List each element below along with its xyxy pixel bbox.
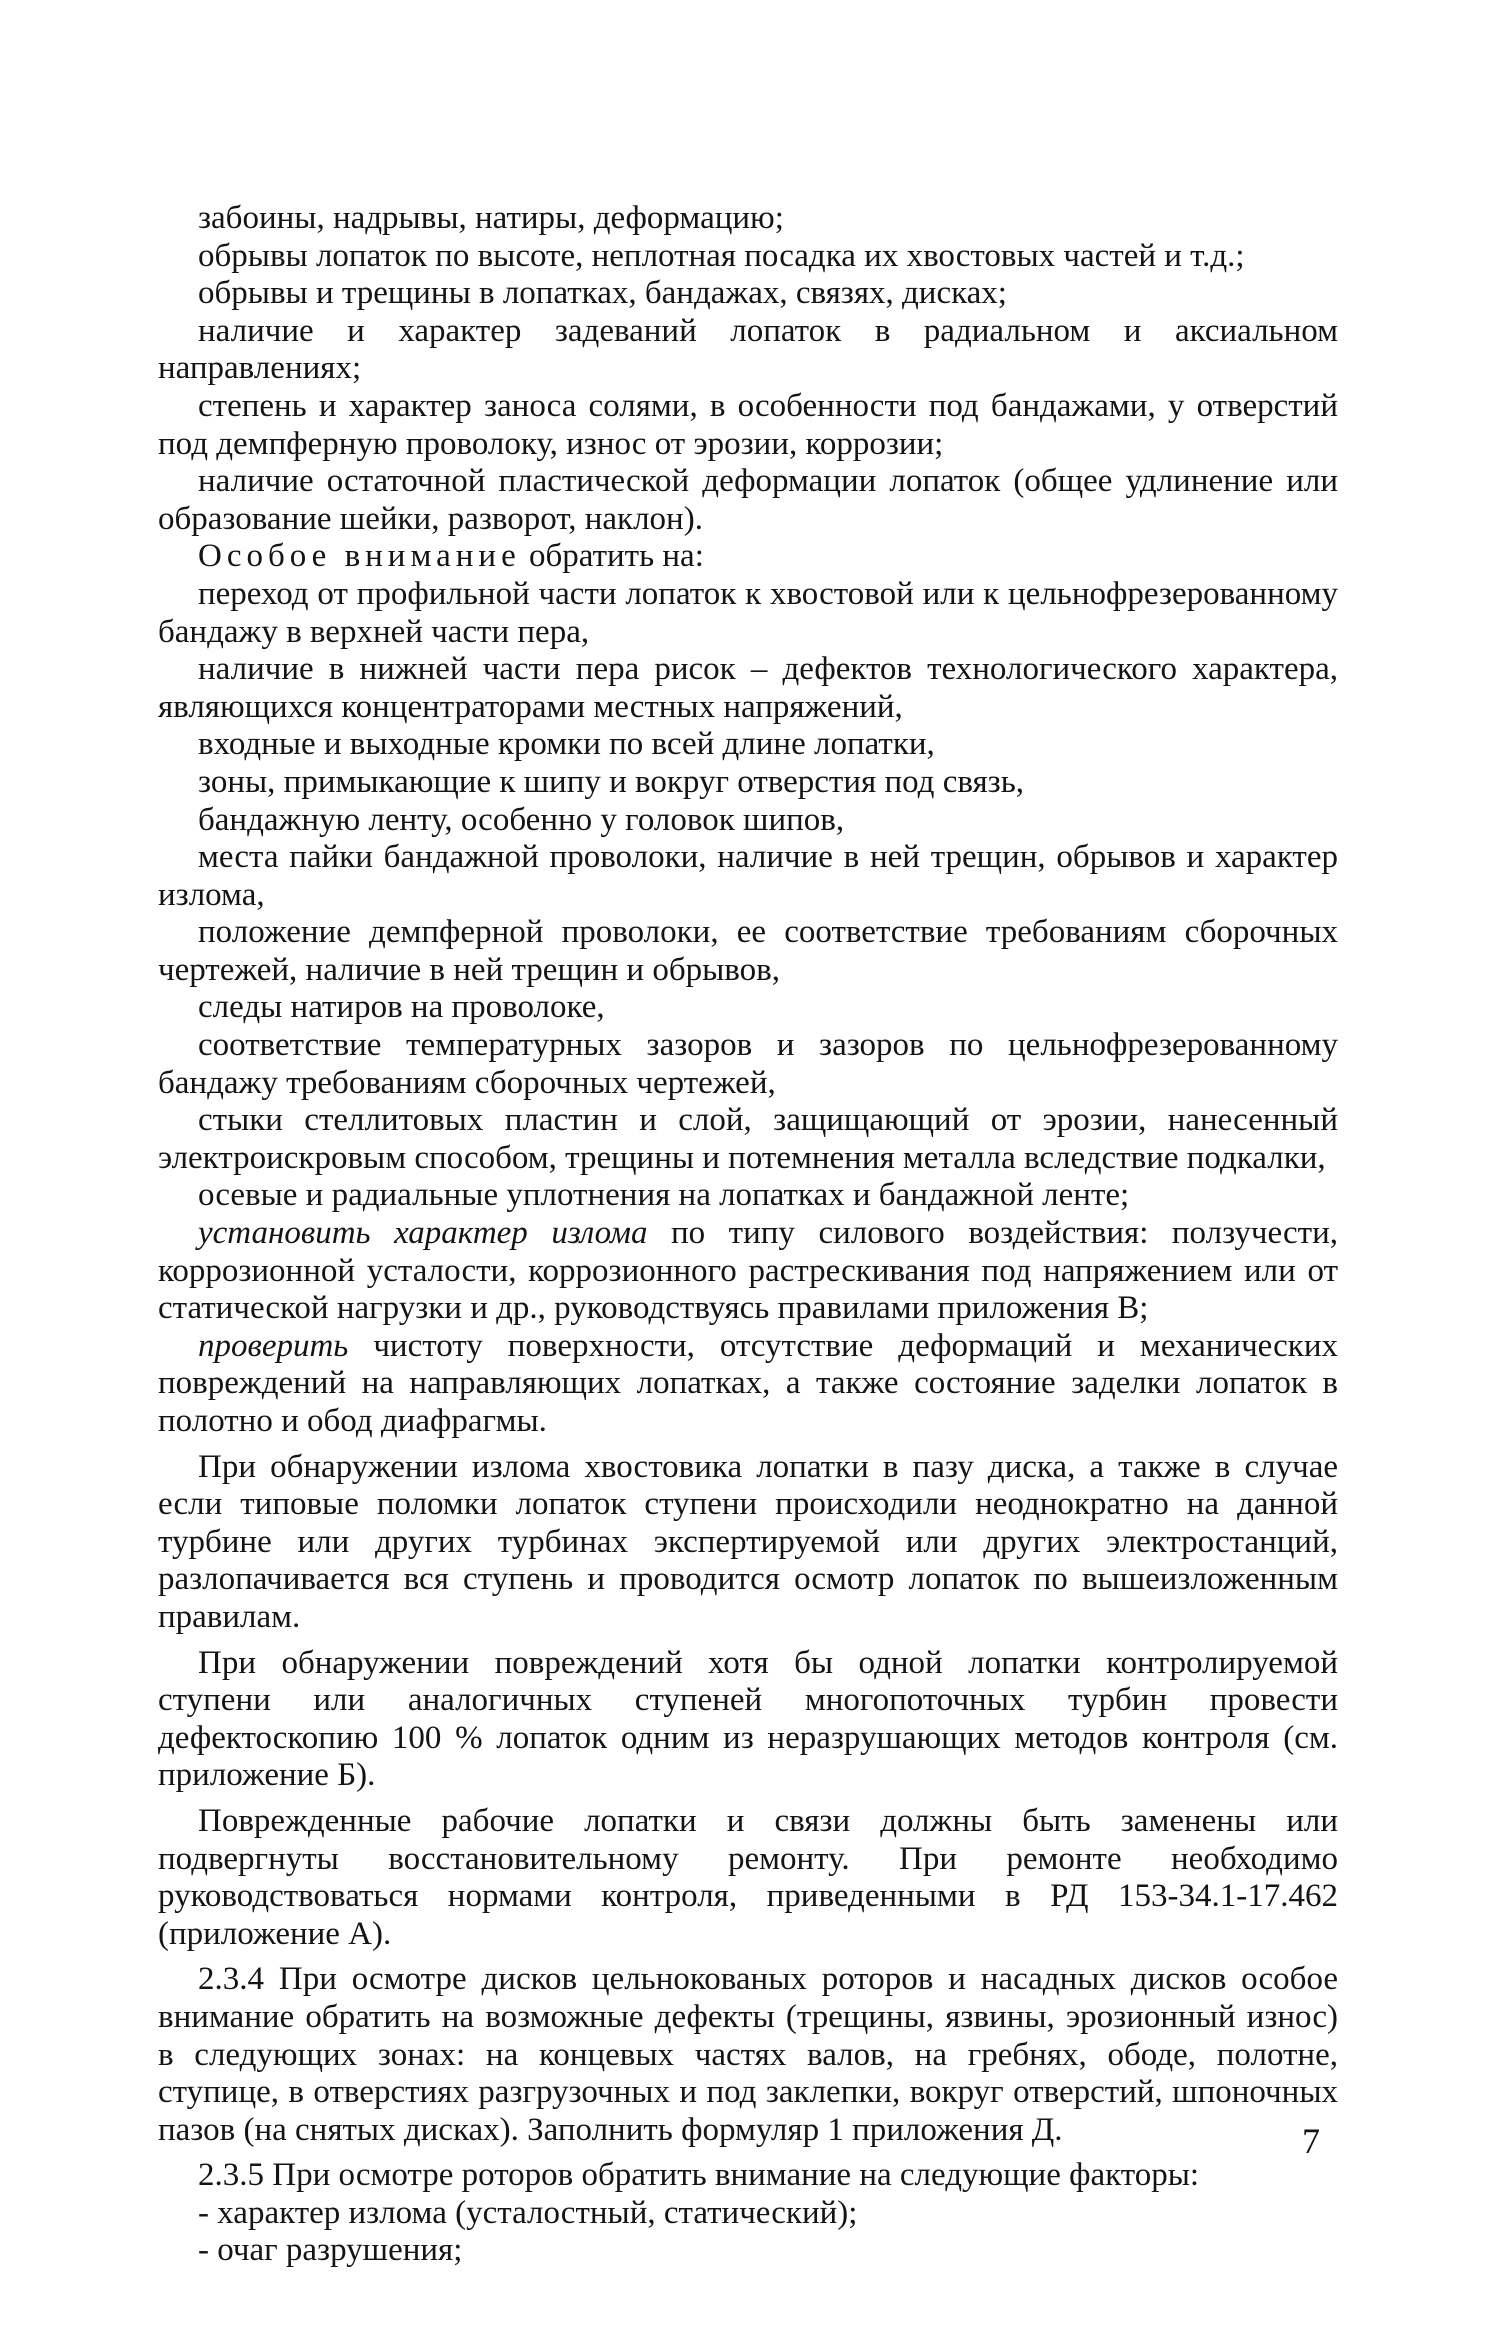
paragraph: При обнаружении повреждений хотя бы одной лопатки контролируемой ступени или аналогичных ступеней многопоточных турбин провести дефектоскопию 100 % лопаток одним из неразрушающих методов контроля (см. приложение Б). bbox=[158, 1644, 1338, 1794]
special-attention-lead: Особое внимание bbox=[198, 538, 521, 575]
list-item: соответствие температурных зазоров и зазоров по цельнофрезерованному бандажу требованиям сборочных чертежей, bbox=[158, 1027, 1338, 1101]
list-item: зоны, примыкающие к шипу и вокруг отверстия под связь, bbox=[198, 763, 1024, 800]
italic-rest: чистоту поверхности, отсутствие деформаций и механических повреждений на направляющих лопатках, а также состояние заделки лопаток в полотно и обод диафрагмы. bbox=[158, 1327, 1338, 1439]
paragraph: 2.3.5 При осмотре роторов обратить внимание на следующие факторы: bbox=[198, 2157, 1200, 2194]
list-item: осевые и радиальные уплотнения на лопатках и бандажной ленте; bbox=[198, 1177, 1130, 1214]
italic-item bbox=[158, 1328, 1338, 1441]
list-item: обрывы лопаток по высоте, неплотная посадка их хвостовых частей и т.д.; bbox=[198, 237, 1245, 274]
italic-item bbox=[158, 1215, 1338, 1328]
list-item: наличие и характер задеваний лопаток в радиальном и аксиальном направлениях; bbox=[158, 312, 1338, 387]
paragraph: Поврежденные рабочие лопатки и связи должны быть заменены или подвергнуты восстановительному ремонту. При ремонте необходимо руководствоваться нормами контроля, приведенными в РД 153-34.1-17.462 (приложение А). bbox=[158, 1802, 1338, 1952]
paragraph: При обнаружении излома хвостовика лопатки в пазу диска, а также в случае если типовые поломки лопаток ступени происходили неоднократно на данной турбине или других турбинах экспертируемой или других электростанций, разлопачивается вся ступень и проводится осмотр лопаток по вышеизложенным правилам. bbox=[158, 1448, 1338, 1635]
list-item: - очаг разрушения; bbox=[198, 2232, 463, 2269]
list-item: степень и характер заноса солями, в особенности под бандажами, у отверстий под демпферную проволоку, износ от эрозии, коррозии; bbox=[158, 387, 1338, 462]
list-item: наличие в нижней части пера рисок – дефектов технологического характера, являющихся концентраторами местных напряжений, bbox=[158, 651, 1338, 725]
list-item: места пайки бандажной проволоки, наличие в ней трещин, обрывов и характер излома, bbox=[158, 839, 1338, 913]
special-attention-heading bbox=[158, 538, 1338, 576]
list-item: следы натиров на проволоке, bbox=[198, 989, 605, 1026]
special-attention-rest: обратить на: bbox=[520, 538, 704, 575]
list-item: обрывы и трещины в лопатках, бандажах, связях, дисках; bbox=[198, 275, 1007, 312]
list-item: наличие остаточной пластической деформации лопаток (общее удлинение или образование шейки, разворот, наклон). bbox=[158, 463, 1338, 537]
document-body bbox=[158, 200, 1338, 2270]
page-number: 7 bbox=[1302, 2121, 1320, 2161]
italic-lead: установить характер излома bbox=[198, 1215, 648, 1252]
italic-rest: по типу силового воздействия: ползучести, коррозионной усталости, коррозионного растрескивания под напряжением или от статической нагрузки и др., руководствуясь правилами приложения В; bbox=[158, 1215, 1338, 1327]
list-item: - характер излома (усталостный, статический); bbox=[198, 2194, 858, 2231]
list-item: забоины, надрывы, натиры, деформацию; bbox=[198, 200, 784, 236]
italic-lead: проверить bbox=[198, 1327, 349, 1364]
paragraph: 2.3.4 При осмотре дисков цельнокованых роторов и насадных дисков особое внимание обратить на возможные дефекты (трещины, язвины, эрозионный износ) в следующих зонах: на концевых частях валов, на гребнях, ободе, полотне, ступице, в отверстиях разгрузочных и под заклепки, вокруг отверстий, шпоночных пазов (на снятых дисках). Заполнить формуляр 1 приложения Д. bbox=[158, 1961, 1338, 2148]
list-item: входные и выходные кромки по всей длине лопатки, bbox=[198, 726, 935, 763]
list-item: переход от профильной части лопаток к хвостовой или к цельнофрезерованному бандажу в верхней части пера, bbox=[158, 575, 1338, 650]
list-item: стыки стеллитовых пластин и слой, защищающий от эрозии, нанесенный электроискровым способом, трещины и потемнения металла вследствие подкалки, bbox=[158, 1102, 1338, 1176]
list-item: бандажную ленту, особенно у головок шипов, bbox=[198, 801, 845, 838]
list-item: положение демпферной проволоки, ее соответствие требованиям сборочных чертежей, наличие в ней трещин и обрывов, bbox=[158, 914, 1338, 988]
